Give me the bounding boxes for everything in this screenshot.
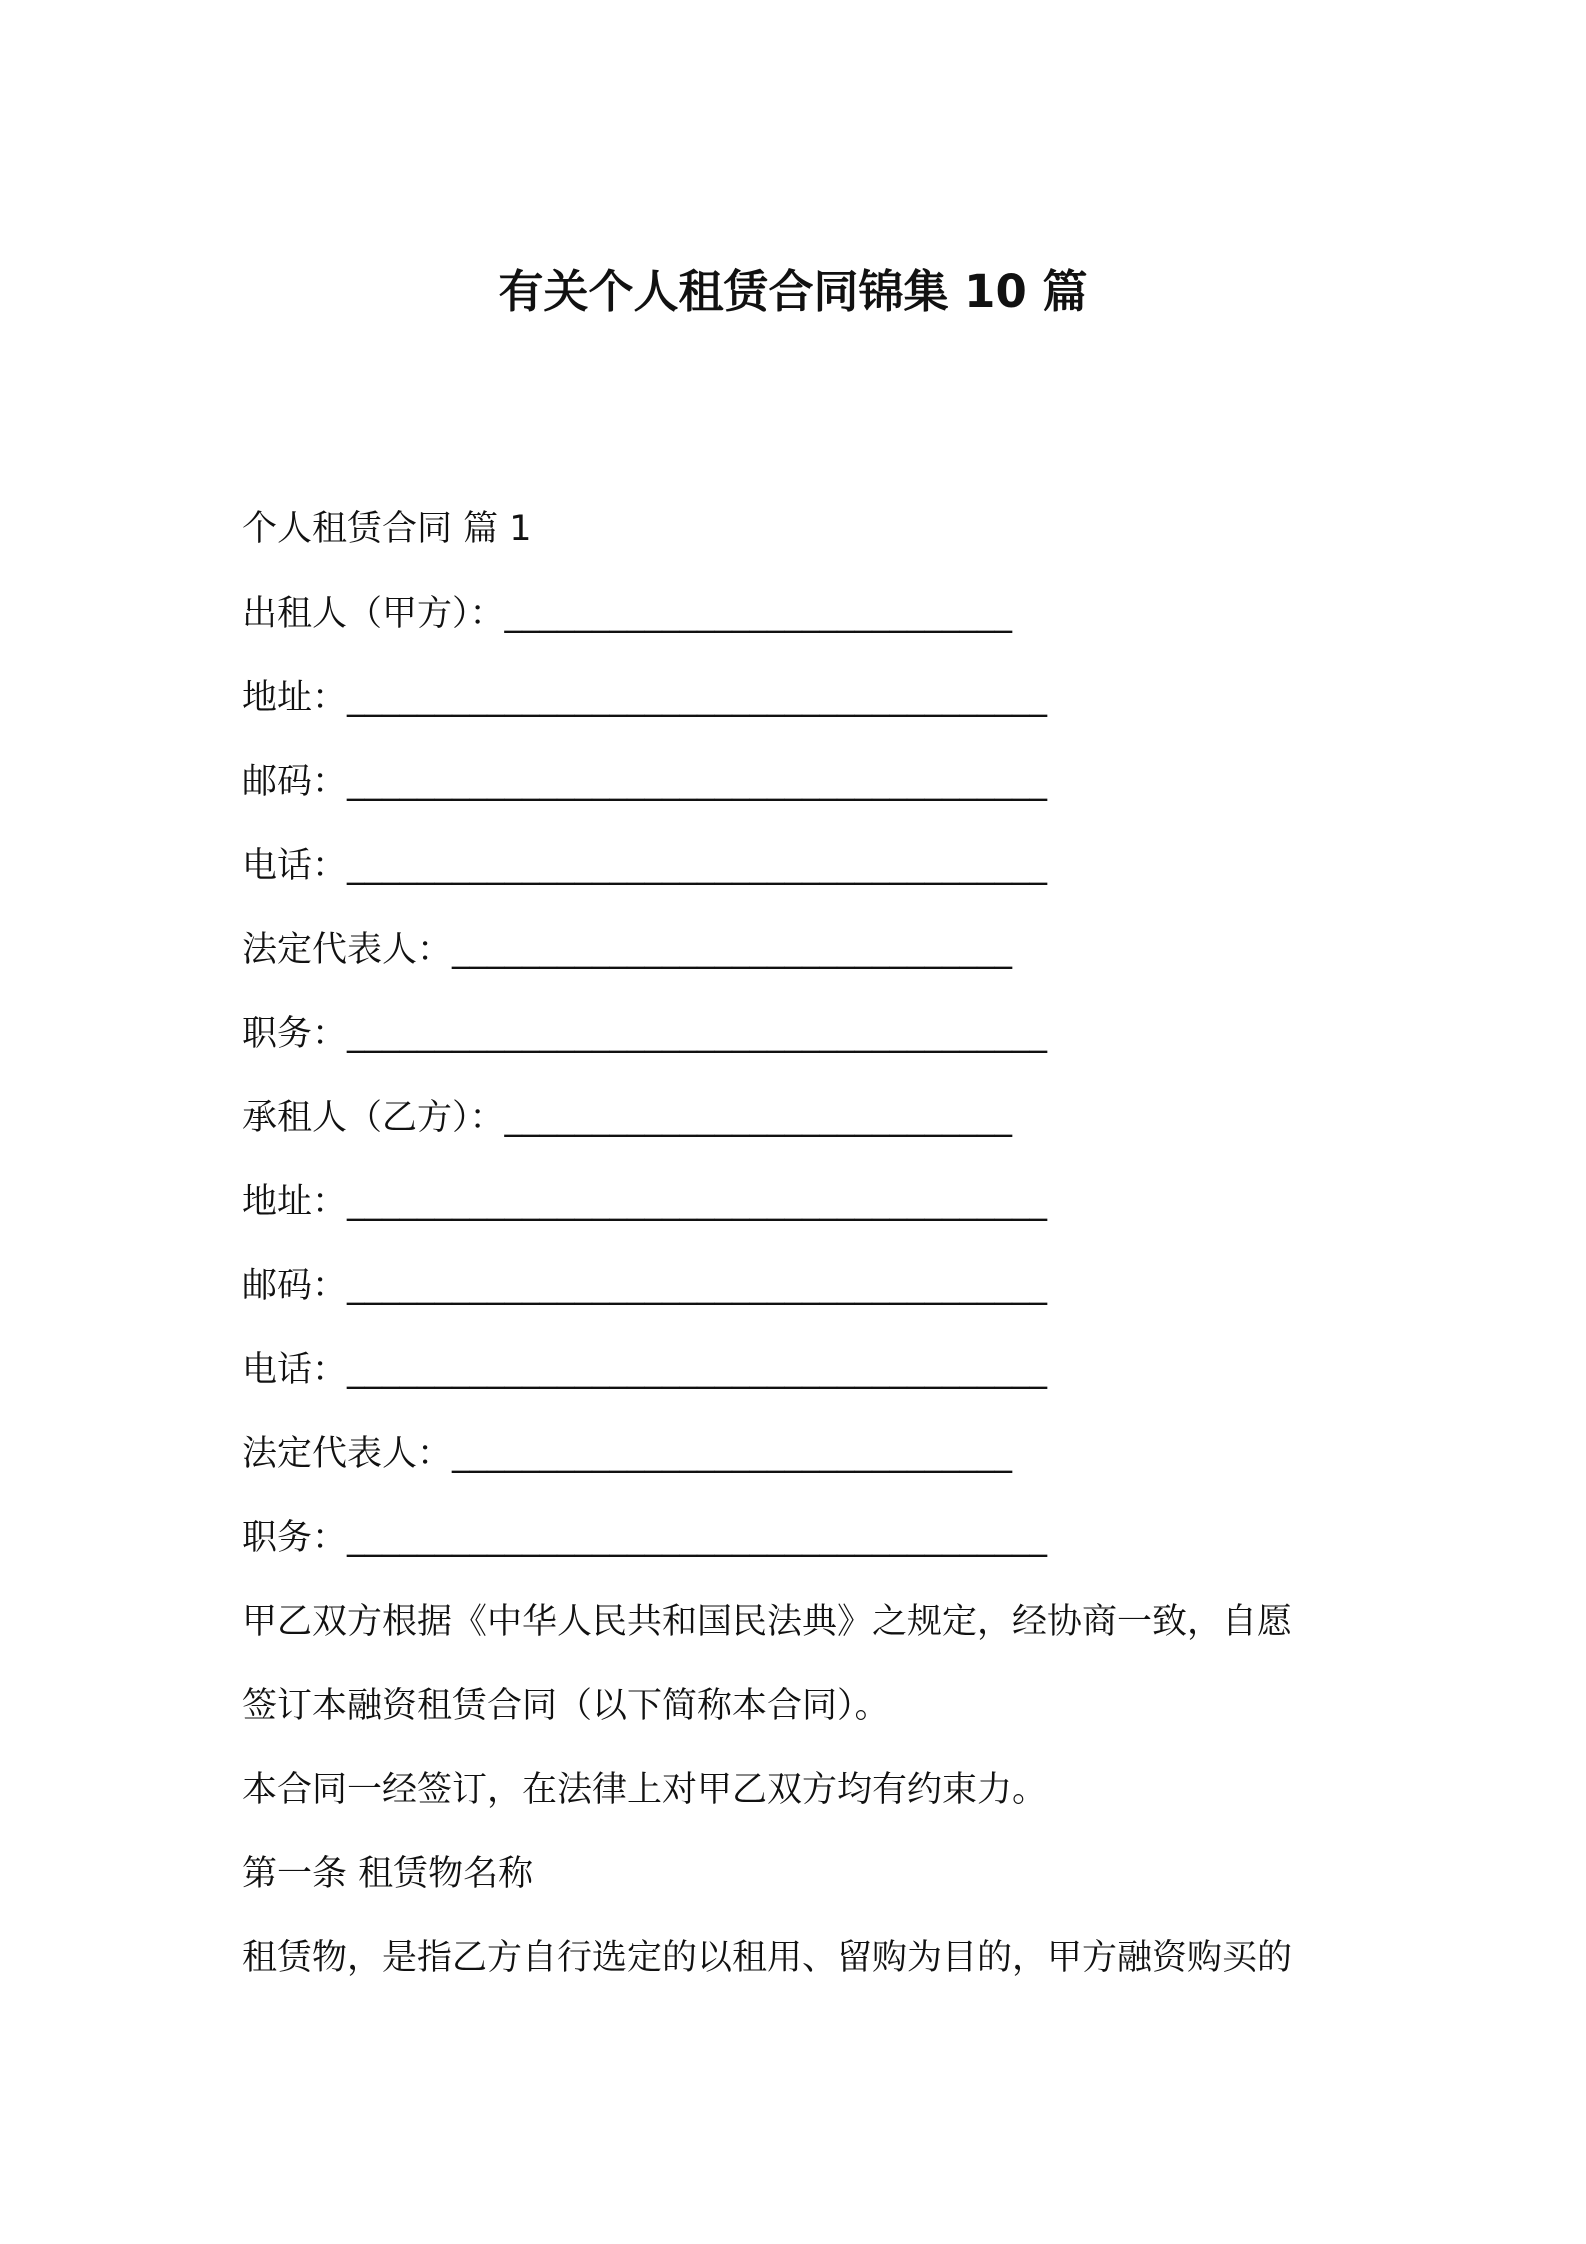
paragraph-line: 甲乙双方根据《中华人民共和国民法典》之规定，经协商一致，自愿 <box>242 1602 1293 1642</box>
lessor-position-field: 职务：________________________________________ <box>242 1014 1048 1054</box>
lessor-address-field: 地址：________________________________________ <box>242 678 1048 718</box>
document-title: 有关个人租赁合同锦集 10 篇 <box>498 265 1088 318</box>
lessee-legal-rep-field: 法定代表人：________________________________ <box>242 1434 1013 1474</box>
article-heading: 第一条 租赁物名称 <box>242 1854 534 1894</box>
lessee-address-field: 地址：________________________________________ <box>242 1182 1048 1222</box>
lessor-phone-field: 电话：________________________________________ <box>242 846 1048 886</box>
lessee-position-field: 职务：________________________________________ <box>242 1518 1048 1558</box>
paragraph-line: 签订本融资租赁合同（以下简称本合同）。 <box>242 1686 890 1726</box>
lessee-postcode-field: 邮码：________________________________________ <box>242 1266 1048 1306</box>
lessee-field: 承租人（乙方）：_____________________________ <box>242 1098 1013 1138</box>
paragraph-line: 租赁物，是指乙方自行选定的以租用、留购为目的，甲方融资购买的 <box>242 1938 1293 1978</box>
lessor-postcode-field: 邮码：________________________________________ <box>242 762 1048 802</box>
lessor-field: 出租人（甲方）：_____________________________ <box>242 594 1013 634</box>
lessee-phone-field: 电话：________________________________________ <box>242 1350 1048 1390</box>
paragraph-line: 本合同一经签订，在法律上对甲乙双方均有约束力。 <box>242 1770 1048 1810</box>
lessor-legal-rep-field: 法定代表人：________________________________ <box>242 930 1013 970</box>
section-heading: 个人租赁合同 篇 1 <box>242 509 532 549</box>
